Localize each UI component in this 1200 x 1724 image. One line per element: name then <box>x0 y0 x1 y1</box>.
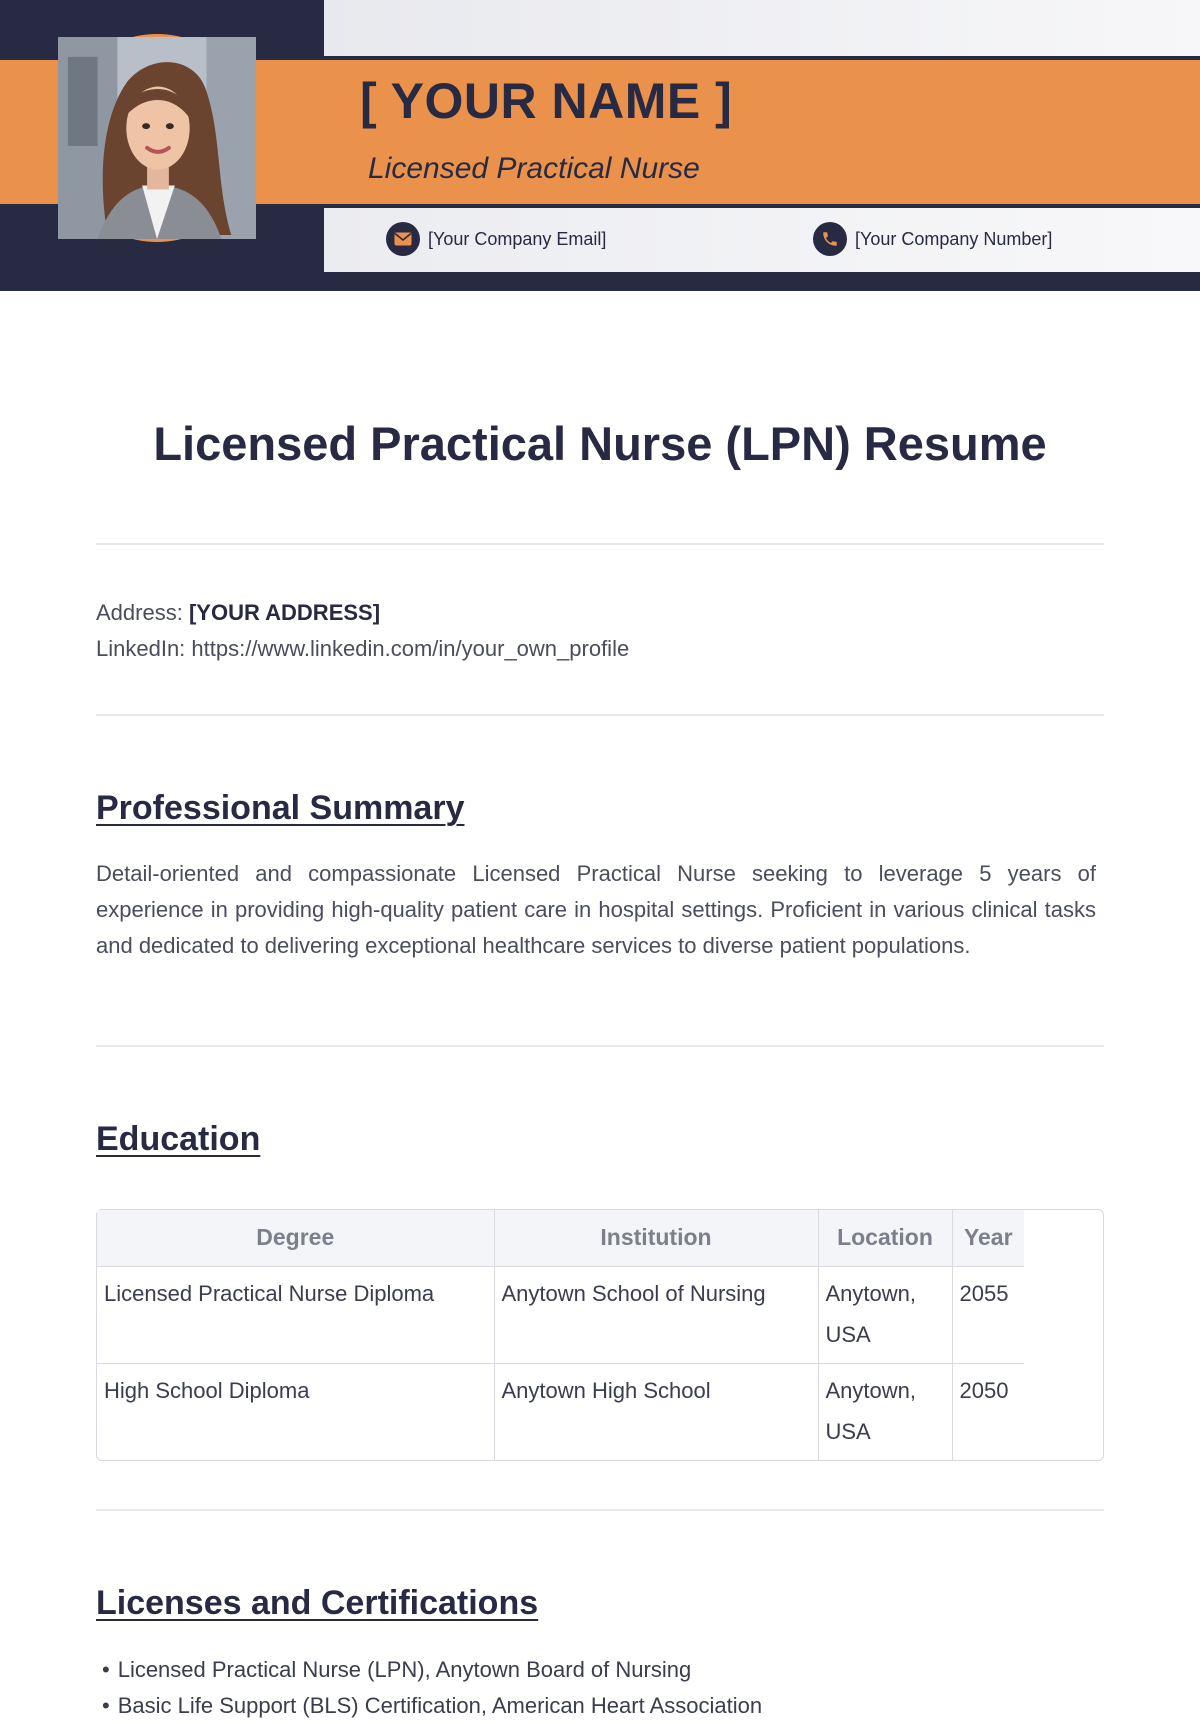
education-heading: Education <box>96 1120 261 1158</box>
linkedin-link[interactable]: https://www.linkedin.com/in/your_own_profile <box>191 636 630 661</box>
column-header-location: Location <box>818 1210 952 1266</box>
column-header-degree: Degree <box>97 1210 494 1266</box>
candidate-role: Licensed Practical Nurse <box>368 152 700 185</box>
linkedin-label: LinkedIn: <box>96 636 186 661</box>
phone-text: [Your Company Number] <box>855 228 1053 249</box>
table-row <box>97 1363 1024 1460</box>
year-cell: 2055 <box>952 1266 1024 1363</box>
education-table <box>96 1209 1104 1461</box>
year-cell: 2050 <box>959 1377 1009 1403</box>
linkedin-line <box>96 636 629 662</box>
location-cell: Anytown, USA <box>818 1266 952 1363</box>
contact-phone[interactable] <box>813 222 1052 256</box>
profile-photo-illustration <box>58 37 256 239</box>
degree-cell: High School Diploma <box>97 1363 494 1460</box>
email-icon <box>386 222 420 256</box>
profile-photo <box>55 34 259 242</box>
email-text: [Your Company Email] <box>428 228 607 249</box>
document-title: Licensed Practical Nurse (LPN) Resume <box>153 417 1047 470</box>
phone-icon <box>813 222 847 256</box>
contact-email[interactable] <box>386 222 606 256</box>
degree-cell: Licensed Practical Nurse Diploma <box>97 1266 494 1363</box>
candidate-name: [ YOUR NAME ] <box>360 73 733 129</box>
address-value: [YOUR ADDRESS] <box>188 600 381 625</box>
column-header-year: Year <box>952 1210 1024 1266</box>
divider <box>96 543 1104 545</box>
table-header-row <box>97 1210 1024 1266</box>
address-label: Address: <box>96 600 183 625</box>
divider <box>96 1045 1104 1047</box>
column-header-institution: Institution <box>494 1210 818 1266</box>
summary-heading: Professional Summary <box>96 789 465 827</box>
table-row <box>97 1266 1024 1363</box>
list-item: • Basic Life Support (BLS) Certification, American Heart Association <box>102 1688 762 1724</box>
header-light-band-top <box>324 0 1200 56</box>
divider <box>96 1509 1104 1511</box>
certifications-heading: Licenses and Certifications <box>96 1584 539 1622</box>
institution-cell: Anytown High School <box>494 1363 818 1460</box>
list-item: • Licensed Practical Nurse (LPN), Anytown Board of Nursing <box>102 1652 762 1688</box>
address-line <box>96 600 380 626</box>
summary-text: Detail-oriented and compassionate Licensed Practical Nurse seeking to leverage 5 years of experience in providing high-quality patient care in hospital settings. Proficient in various clinical tasks and dedicated to delivering exceptional healthcare services to diverse patient populations. <box>96 861 1096 958</box>
certifications-list <box>102 1652 762 1724</box>
divider <box>96 714 1104 716</box>
location-cell: Anytown, USA <box>818 1363 952 1460</box>
resume-header <box>0 0 1200 291</box>
institution-cell: Anytown School of Nursing <box>494 1266 818 1363</box>
